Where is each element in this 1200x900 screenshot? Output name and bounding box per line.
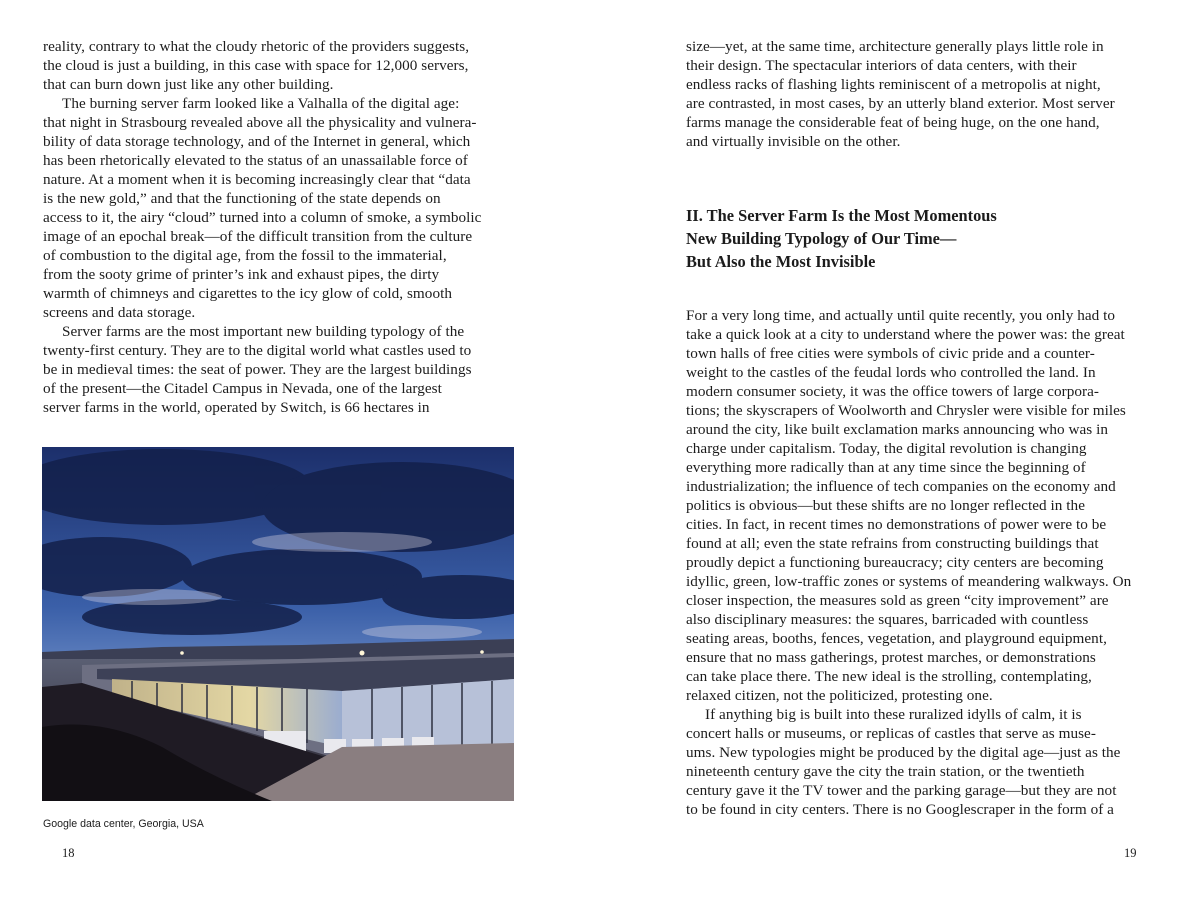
body-text-line: image of an epochal break—of the difficult transition from the culture (43, 228, 473, 245)
body-text-line: that can burn down just like any other building. (43, 76, 334, 93)
body-text-line: access to it, the airy “cloud” turned into a column of smoke, a symbolic (43, 209, 482, 226)
body-text-line: bility of data storage technology, and of the Internet in general, which (43, 133, 471, 150)
body-text-line: For a very long time, and actually until quite recently, you only had to (686, 307, 1116, 324)
body-text-line: industrialization; the influence of tech companies on the economy and (686, 478, 1116, 495)
body-text-line: their design. The spectacular interiors of data centers, with their (686, 57, 1077, 74)
body-text-line: endless racks of flashing lights reminiscent of a metropolis at night, (686, 76, 1101, 93)
body-text-line: reality, contrary to what the cloudy rhetoric of the providers suggests, (43, 38, 470, 55)
page-number: 18 (62, 846, 75, 860)
body-text-line: that night in Strasbourg revealed above all the physicality and vulnera- (43, 114, 477, 131)
body-text-line: server farms in the world, operated by Switch, is 66 hectares in (43, 399, 430, 416)
body-text-line: of combustion to the digital age, from the fossil to the immaterial, (43, 247, 447, 264)
body-text-line: nineteenth century gave the city the train station, or the twentieth (686, 763, 1085, 780)
body-text-line: charge under capitalism. Today, the digital revolution is changing (686, 440, 1087, 457)
body-text-line: seating areas, booths, fences, vegetation, and playground equipment, (686, 630, 1107, 647)
body-text-line: relaxed citizen, not the politicized, protesting one. (686, 687, 993, 704)
body-text-line: size—yet, at the same time, architecture generally plays little role in (686, 38, 1104, 55)
body-text-line: ensure that no mass gatherings, protest marches, or demonstrations (686, 649, 1096, 666)
right-page (600, 0, 1200, 900)
body-text-line: the cloud is just a building, in this case with space for 12,000 servers, (43, 57, 469, 74)
body-text-line: has been rhetorically elevated to the status of an unassailable force of (43, 152, 468, 169)
body-text-line: modern consumer society, it was the office towers of large corpora- (686, 383, 1099, 400)
body-text-line: around the city, like built exclamation marks announcing who was in (686, 421, 1109, 438)
body-text-line: screens and data storage. (43, 304, 196, 321)
figure-caption: Google data center, Georgia, USA (43, 818, 204, 830)
body-text-line: to be found in city centers. There is no Googlescraper in the form of a (686, 801, 1114, 818)
body-text-line: If anything big is built into these ruralized idylls of calm, it is (705, 706, 1082, 723)
body-text-line: ums. New typologies might be produced by the digital age—just as the (686, 744, 1121, 761)
body-text-line: century gave it the TV tower and the parking garage—but they are not (686, 782, 1117, 799)
body-text-line: concert halls or museums, or replicas of castles that serve as muse- (686, 725, 1096, 742)
section-heading: II. The Server Farm Is the Most Momentous (686, 206, 997, 225)
page-number: 19 (1124, 846, 1137, 860)
body-text-line: also disciplinary measures: the squares, barricaded with countless (686, 611, 1089, 628)
body-text-line: politics is obvious—but these shifts are no longer reflected in the (686, 497, 1085, 514)
body-text-line: can take place there. The new ideal is the strolling, contemplating, (686, 668, 1092, 685)
data-center-photo (42, 447, 514, 801)
body-text-line: proudly depict a functioning bureaucracy; city centers are becoming (686, 554, 1104, 571)
body-text-line: from the sooty grime of printer’s ink and exhaust pipes, the dirty (43, 266, 440, 283)
body-text-line: farms manage the considerable feat of being huge, on the one hand, (686, 114, 1100, 131)
body-text-line: town halls of free cities were symbols of civic pride and a counter- (686, 345, 1095, 362)
body-text-line: The burning server farm looked like a Valhalla of the digital age: (62, 95, 460, 112)
body-text-line: everything more radically than at any time since the beginning of (686, 459, 1086, 476)
section-heading: New Building Typology of Our Time— (686, 229, 957, 248)
section-heading: But Also the Most Invisible (686, 252, 876, 271)
body-text-line: weight to the castles of the feudal lords who controlled the land. In (686, 364, 1096, 381)
body-text-line: is the new gold,” and that the functioning of the state depends on (43, 190, 441, 207)
body-text-line: take a quick look at a city to understand where the power was: the great (686, 326, 1125, 343)
body-text-line: are contrasted, in most cases, by an utterly bland exterior. Most server (686, 95, 1115, 112)
body-text-line: tions; the skyscrapers of Woolworth and Chrysler were visible for miles (686, 402, 1126, 419)
body-text-line: Server farms are the most important new building typology of the (62, 323, 465, 340)
body-text-line: twenty-first century. They are to the digital world what castles used to (43, 342, 472, 359)
body-text-line: closer inspection, the measures sold as green “city improvement” are (686, 592, 1109, 609)
body-text-line: cities. In fact, in recent times no demonstrations of power were to be (686, 516, 1107, 533)
body-text-line: of the present—the Citadel Campus in Nevada, one of the largest (43, 380, 442, 397)
body-text-line: be in medieval times: the seat of power. They are the largest buildings (43, 361, 472, 378)
body-text-line: and virtually invisible on the other. (686, 133, 901, 150)
body-text-line: found at all; even the state refrains from constructing buildings that (686, 535, 1099, 552)
body-text-line: warmth of chimneys and cigarettes to the icy glow of cold, smooth (43, 285, 452, 302)
body-text-line: nature. At a moment when it is becoming increasingly clear that “data (43, 171, 471, 188)
body-text-line: idyllic, green, low-traffic zones or systems of meandering walkways. On (686, 573, 1132, 590)
